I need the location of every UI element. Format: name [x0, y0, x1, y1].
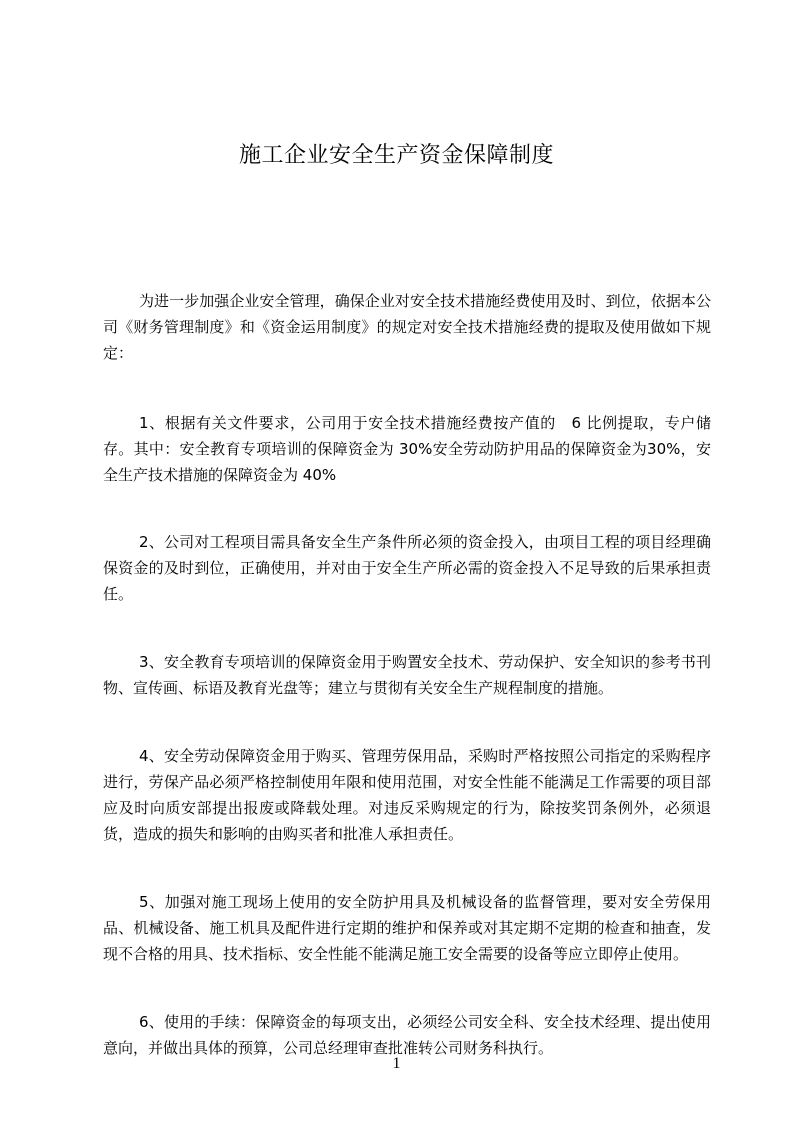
paragraph-item-3: 3、安全教育专项培训的保障资金用于购置安全技术、劳动保护、安全知识的参考书刊物、宣传画、标语及教育光盘等；建立与贯彻有关安全生产规程制度的措施。 — [103, 653, 711, 697]
document-body — [103, 288, 711, 1105]
paragraph-item-6: 6、使用的手续：保障资金的每项支出，必须经公司安全科、安全技术经理、提出使用意向，并做出具体的预算，公司总经理审查批准转公司财务科执行。 — [103, 1013, 711, 1057]
paragraph-item-1: 1、根据有关文件要求，公司用于安全技术措施经费按产值的 6 比例提取，专户储存。其中：安全教育专项培训的保障资金为 30%安全劳动防护用品的保障资金为30%，安全生产技术措施的保障资金为 40% — [103, 414, 711, 484]
paragraph-intro: 为进一步加强企业安全管理，确保企业对安全技术措施经费使用及时、到位，依据本公司《财务管理制度》和《资金运用制度》的规定对安全技术措施经费的提取及使用做如下规定： — [103, 292, 711, 362]
paragraph-item-5: 5、加强对施工现场上使用的安全防护用具及机械设备的监督管理，要对安全劳保用品、机械设备、施工机具及配件进行定期的维护和保养或对其定期不定期的检查和抽查，发现不合格的用具、技术指标、安全性能不能满足施工安全需要的设备等应立即停止使用。 — [103, 893, 711, 963]
paragraph-item-2: 2、公司对工程项目需具备安全生产条件所必须的资金投入，由项目工程的项目经理确保资金的及时到位，正确使用，并对由于安全生产所必需的资金投入不足导致的后果承担责任。 — [103, 533, 711, 603]
document-title: 施工企业安全生产资金保障制度 — [238, 143, 554, 168]
paragraph-item-4: 4、安全劳动保障资金用于购买、管理劳保用品，采购时严格按照公司指定的采购程序进行，劳保产品必须严格控制使用年限和使用范围，对安全性能不能满足工作需要的项目部应及时向质安部提出报废或降载处理。对违反采购规定的行为，除按奖罚条例外，必须退货，造成的损失和影响的由购买者和批准人承担责任。 — [103, 747, 711, 843]
page-number: 1 — [392, 1055, 401, 1072]
